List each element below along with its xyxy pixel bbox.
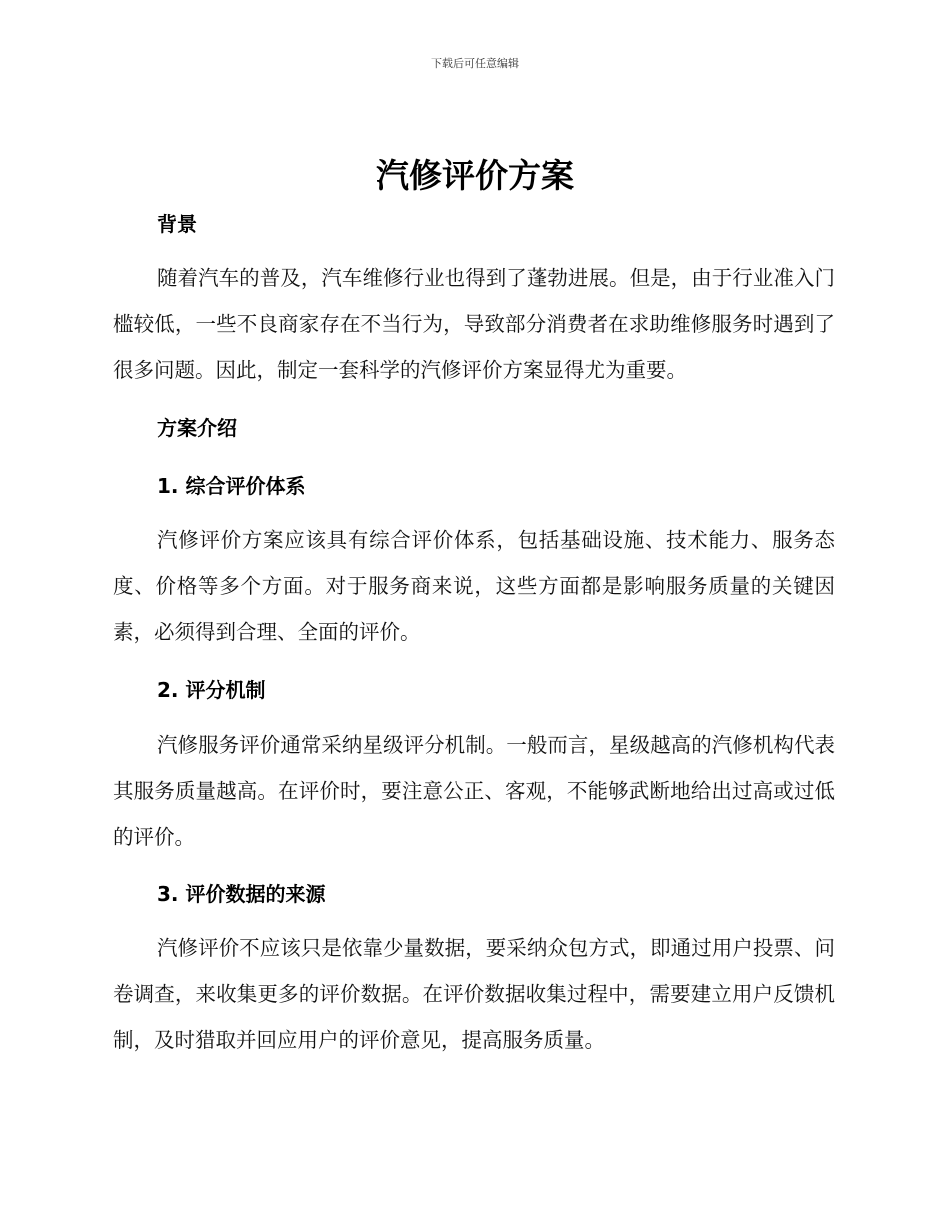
paragraph-section-1: 汽修评价方案应该具有综合评价体系，包括基础设施、技术能力、服务态度、价格等多个方面。对于服务商来说，这些方面都是影响服务质量的关键因素，必须得到合理、全面的评价。 (113, 528, 835, 644)
heading-section-1: 1. 综合评价体系 (157, 474, 306, 498)
heading-background: 背景 (157, 212, 197, 236)
paragraph-background: 随着汽车的普及，汽车维修行业也得到了蓬勃进展。但是，由于行业准入门槛较低，一些不良商家存在不当行为，导致部分消费者在求助维修服务时遇到了很多问题。因此，制定一套科学的汽修评价方案显得尤为重要。 (113, 266, 835, 382)
header-note: 下载后可任意编辑 (431, 57, 519, 70)
document-title: 汽修评价方案 (376, 156, 574, 195)
heading-plan-intro: 方案介绍 (157, 416, 237, 440)
paragraph-section-2: 汽修服务评价通常采纳星级评分机制。一般而言，星级越高的汽修机构代表其服务质量越高。在评价时，要注意公正、客观，不能够武断地给出过高或过低的评价。 (113, 733, 835, 849)
heading-section-2: 2. 评分机制 (157, 678, 266, 702)
heading-section-3: 3. 评价数据的来源 (157, 882, 326, 906)
paragraph-section-3: 汽修评价不应该只是依靠少量数据，要采纳众包方式，即通过用户投票、问卷调查，来收集更多的评价数据。在评价数据收集过程中，需要建立用户反馈机制，及时猎取并回应用户的评价意见，提高服务质量。 (113, 936, 835, 1052)
